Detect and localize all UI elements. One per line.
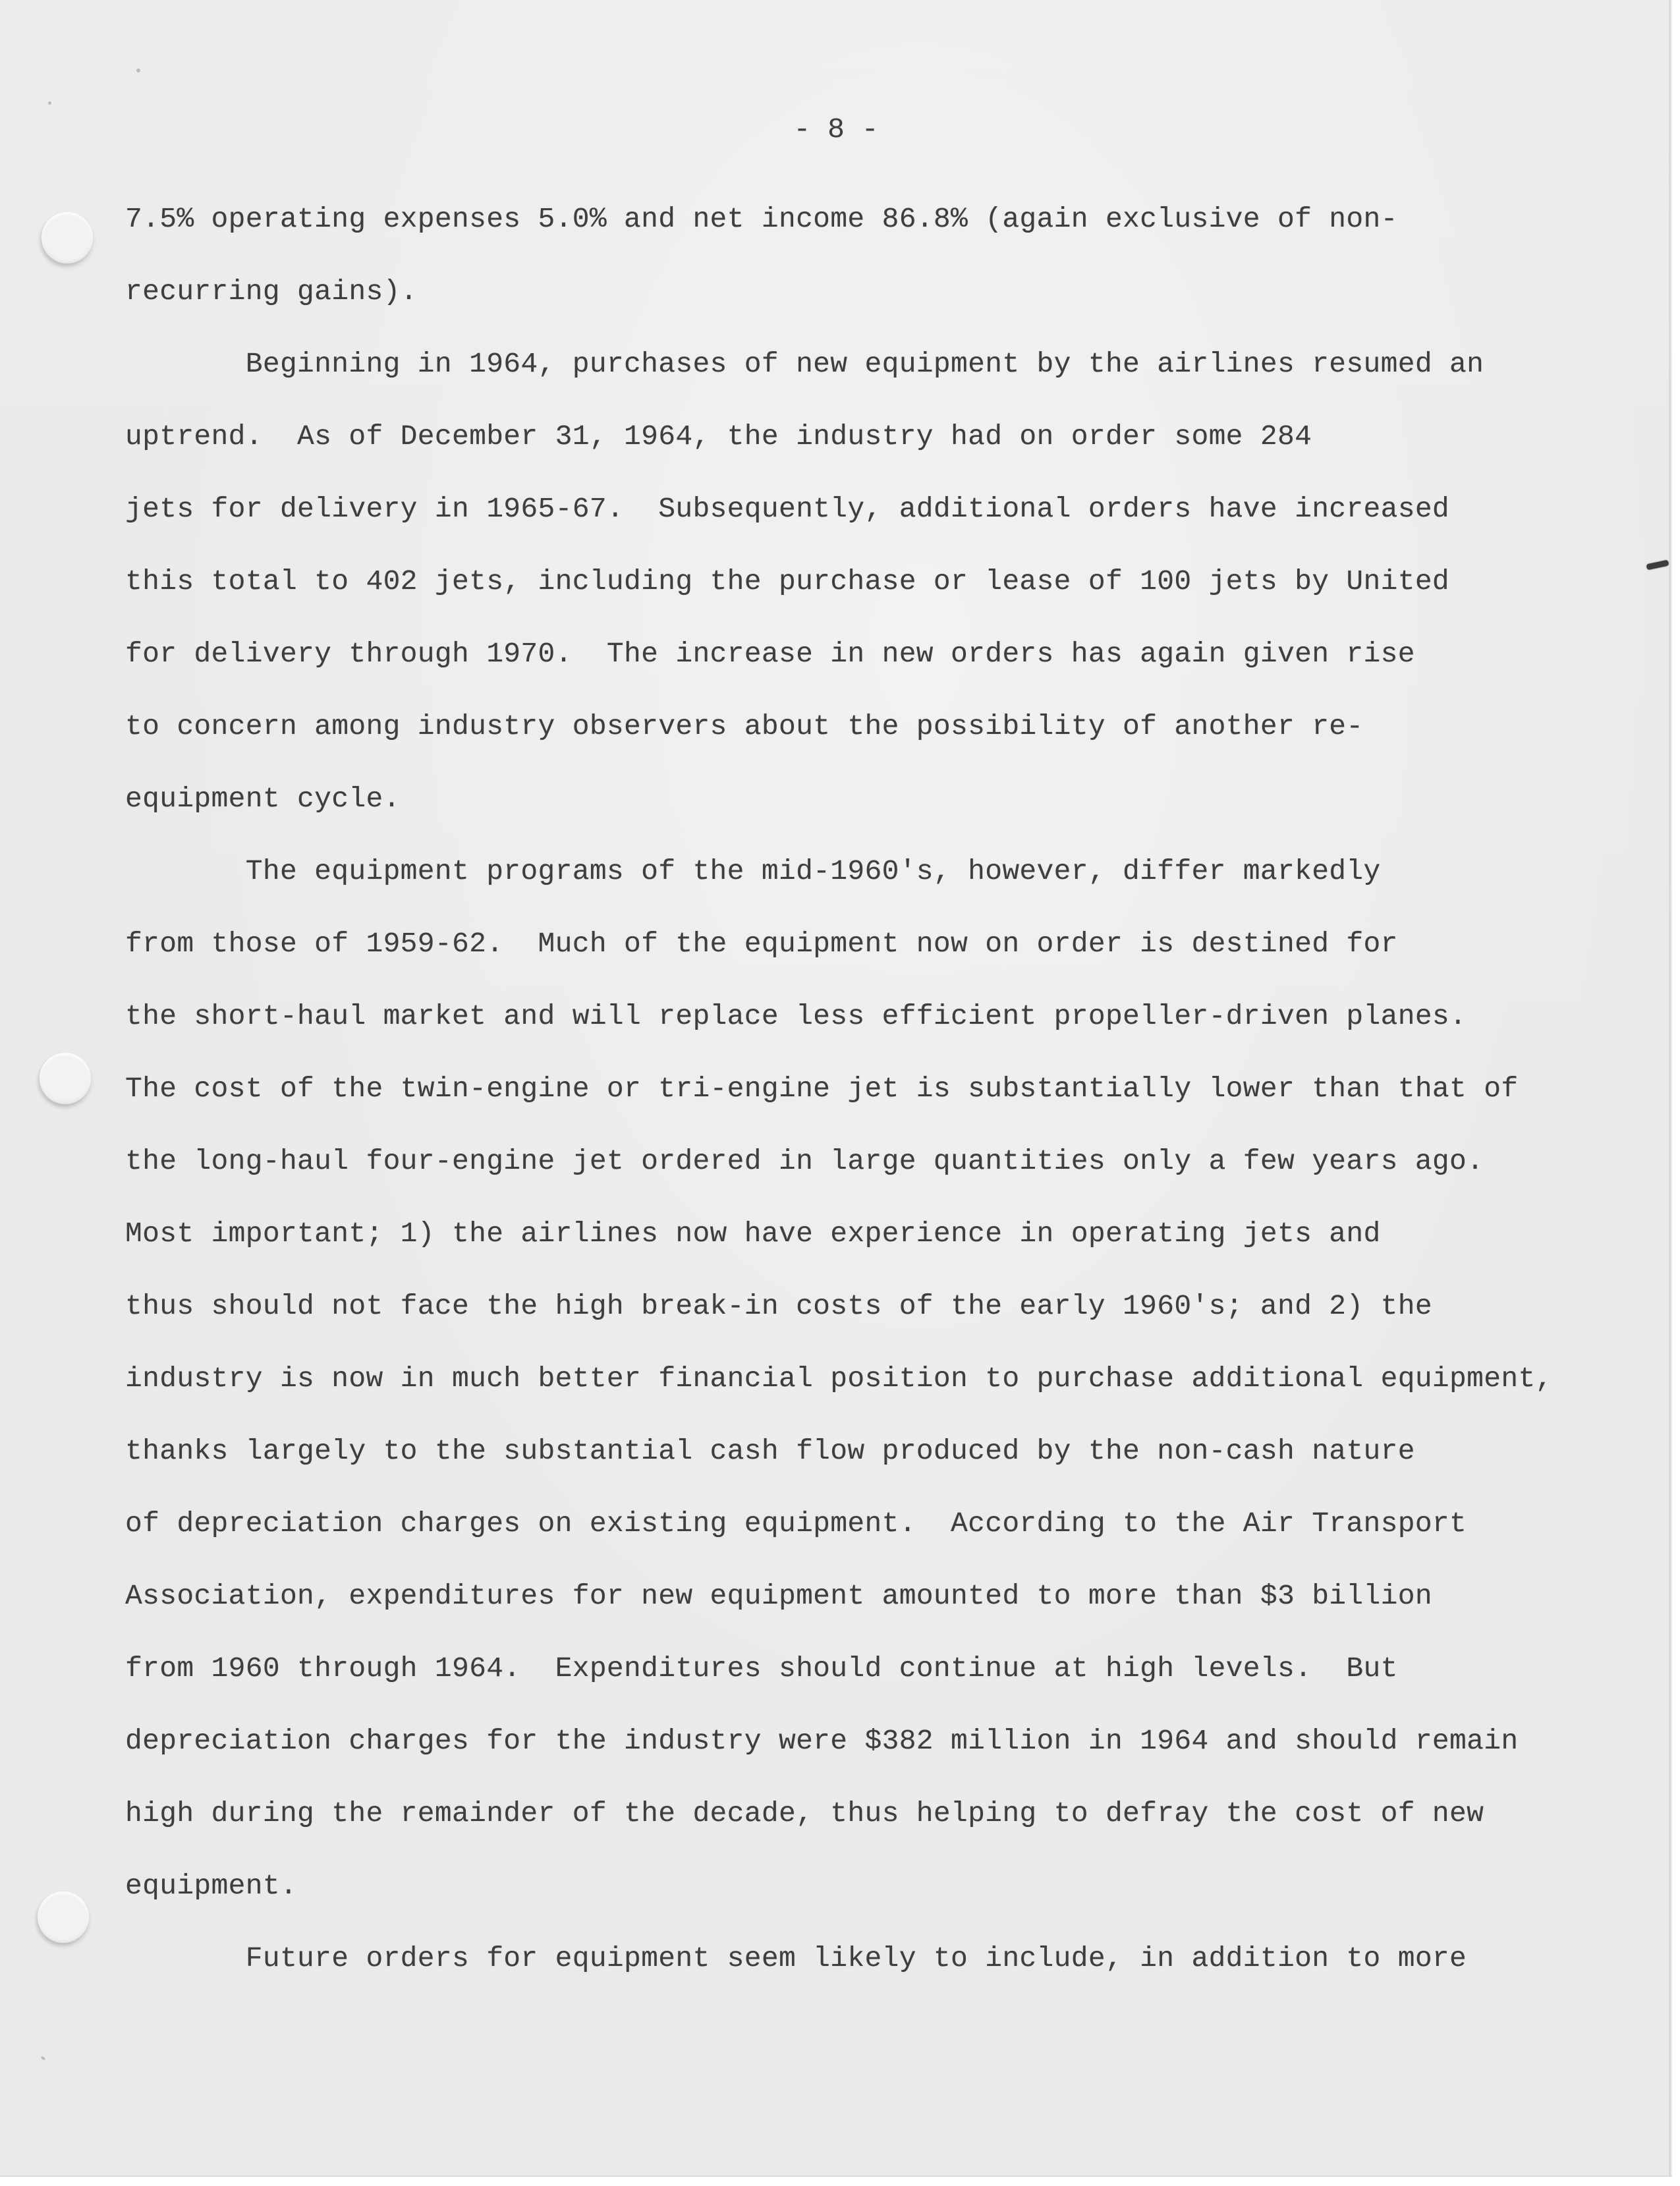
punch-hole-middle: [40, 1053, 91, 1104]
body-text-block: [125, 183, 1614, 1995]
text-line: depreciation charges for the industry were $382 million in 1964 and should remain: [125, 1725, 1519, 1757]
text-line: Association, expenditures for new equipment amounted to more than $3 billion: [125, 1580, 1432, 1612]
text-line: Future orders for equipment seem likely to include, in addition to more: [125, 1942, 1467, 1975]
text-line: industry is now in much better financial position to purchase additional equipment,: [125, 1362, 1553, 1395]
paper-speck: [40, 2056, 45, 2060]
text-line: the short-haul market and will replace less efficient propeller-driven planes.: [125, 1000, 1467, 1032]
text-line: for delivery through 1970. The increase in new orders has again given rise: [125, 638, 1415, 670]
text-line: The cost of the twin-engine or tri-engine jet is substantially lower than that of: [125, 1073, 1519, 1105]
paper-speck: [136, 69, 140, 72]
text-line: equipment.: [125, 1870, 298, 1902]
text-line: Beginning in 1964, purchases of new equipment by the airlines resumed an: [125, 348, 1484, 380]
text-line: from 1960 through 1964. Expenditures should continue at high levels. But: [125, 1652, 1398, 1685]
text-line: this total to 402 jets, including the purchase or lease of 100 jets by United: [125, 565, 1450, 598]
paper-speck: [48, 101, 51, 105]
text-line: equipment cycle.: [125, 783, 401, 815]
text-line: to concern among industry observers about the possibility of another re-: [125, 710, 1364, 743]
text-line: the long-haul four-engine jet ordered in large quantities only a few years ago.: [125, 1145, 1484, 1177]
text-line: of depreciation charges on existing equipment. According to the Air Transport: [125, 1507, 1467, 1540]
page-number: - 8 -: [793, 113, 879, 146]
text-line: thus should not face the high break-in costs of the early 1960's; and 2) the: [125, 1290, 1432, 1322]
ink-mark-artifact: [1646, 560, 1669, 571]
text-line: Most important; 1) the airlines now have experience in operating jets and: [125, 1218, 1381, 1250]
text-line: thanks largely to the substantial cash flow produced by the non-cash nature: [125, 1435, 1415, 1467]
text-line: 7.5% operating expenses 5.0% and net income 86.8% (again exclusive of non-: [125, 203, 1398, 235]
punch-hole-top: [42, 212, 93, 264]
text-line: jets for delivery in 1965-67. Subsequently, additional orders have increased: [125, 493, 1450, 525]
text-line: from those of 1959-62. Much of the equipment now on order is destined for: [125, 928, 1398, 960]
punch-hole-bottom: [38, 1892, 89, 1943]
text-line: high during the remainder of the decade, thus helping to defray the cost of new: [125, 1797, 1484, 1830]
text-line: recurring gains).: [125, 275, 418, 308]
paper-edge-shadow: [1669, 0, 1671, 2175]
text-line: The equipment programs of the mid-1960's, however, differ markedly: [125, 855, 1381, 887]
text-line: uptrend. As of December 31, 1964, the industry had on order some 284: [125, 420, 1312, 453]
